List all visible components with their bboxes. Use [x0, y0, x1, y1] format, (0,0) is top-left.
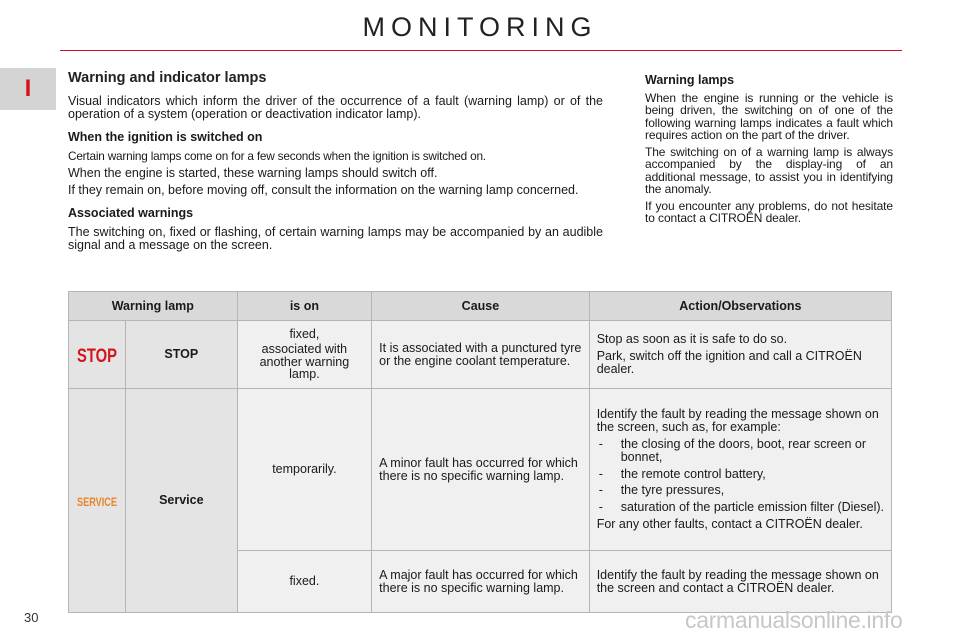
header-is-on: is on	[237, 292, 372, 321]
service-is-on-fixed: fixed.	[237, 551, 372, 613]
intro-column	[68, 72, 603, 256]
stop-is-on-1: fixed,	[289, 326, 320, 341]
service-cause-minor: A minor fault has occurred for which there is no specific warning lamp.	[372, 389, 590, 551]
stop-action-1: Stop as soon as it is safe to do so.	[596, 332, 788, 347]
intro-paragraph: Visual indicators which inform the driver of the occurrence of a fault (warning lamp) or of the operation of a system (operation or deactivation indicator lamp).	[68, 94, 603, 121]
warning-lamps-paragraph-1: When the engine is running or the vehicle is being driven, the switching on of one of the following warning lamps indicates a fault which requires action on the part of the driver.	[645, 90, 893, 142]
ignition-paragraph-3: If they remain on, before moving off, consult the information on the warning lamp concerned.	[68, 183, 579, 197]
list-item: - saturation of the particle emission filter (Diesel).	[597, 501, 884, 514]
stop-action	[589, 321, 891, 389]
stop-icon-text: STOP	[77, 345, 118, 367]
page-title: MONITORING	[362, 12, 598, 42]
service-icon-cell	[69, 389, 126, 613]
warning-lamps-paragraph-2: The switching on of a warning lamp is always accompanied by the display-ing of an additional message, to assist you in identifying the anomaly.	[645, 144, 893, 196]
warning-lamps-column	[645, 74, 893, 229]
service-is-on-temporary: temporarily.	[237, 389, 372, 551]
service-action-minor	[589, 389, 891, 551]
title-divider	[60, 50, 902, 51]
service-cause-major: A major fault has occurred for which there is no specific warning lamp.	[372, 551, 590, 613]
stop-icon-cell	[69, 321, 126, 389]
stop-is-on-2: associated with another warning lamp.	[259, 341, 350, 382]
ignition-paragraph-1: Certain warning lamps come on for a few seconds when the ignition is switched on.	[68, 149, 486, 163]
service-action-list	[597, 438, 884, 514]
chapter-tab[interactable]	[0, 68, 56, 110]
table-header-row	[69, 292, 892, 321]
stop-icon	[76, 345, 118, 365]
header-warning-lamp: Warning lamp	[69, 292, 238, 321]
table-row-service-temporary	[69, 389, 892, 551]
warning-lamp-table	[68, 291, 892, 613]
watermark: carmanualsonline.info	[685, 607, 903, 633]
warning-lamps-paragraph-3: If you encounter any problems, do not hesitate to contact a CITROËN dealer.	[645, 198, 893, 225]
stop-action-2: Park, switch off the ignition and call a CITROËN dealer.	[596, 349, 862, 376]
service-lamp-name: Service	[126, 389, 238, 613]
header-action: Action/Observations	[589, 292, 891, 321]
section-heading: Warning and indicator lamps	[68, 70, 267, 86]
list-item: - the tyre pressures,	[597, 484, 884, 497]
chapter-label: I	[24, 75, 32, 102]
associated-paragraph: The switching on, fixed or flashing, of certain warning lamps may be accompanied by an audible signal and a message on the screen.	[68, 225, 603, 252]
stop-lamp-name: STOP	[126, 321, 238, 389]
list-item: - the closing of the doors, boot, rear screen or bonnet,	[597, 438, 884, 464]
service-action-major: Identify the fault by reading the message shown on the screen and contact a CITROËN dealer.	[589, 551, 891, 613]
table-row-stop	[69, 321, 892, 389]
ignition-heading: When the ignition is switched on	[68, 130, 263, 144]
page-number: 30	[24, 610, 39, 625]
service-action-outro: For any other faults, contact a CITROËN dealer.	[596, 516, 863, 531]
associated-heading: Associated warnings	[68, 206, 194, 220]
stop-cause: It is associated with a punctured tyre or the engine coolant temperature.	[372, 321, 590, 389]
service-action-intro: Identify the fault by reading the message shown on the screen, such as, for example:	[596, 407, 879, 435]
ignition-paragraph-2: When the engine is started, these warning lamps should switch off.	[68, 166, 438, 180]
stop-is-on	[237, 321, 372, 389]
service-icon-text: SERVICE	[77, 494, 117, 509]
warning-lamps-heading: Warning lamps	[645, 73, 735, 87]
service-icon	[76, 494, 118, 508]
header-cause: Cause	[372, 292, 590, 321]
list-item: - the remote control battery,	[597, 468, 884, 481]
